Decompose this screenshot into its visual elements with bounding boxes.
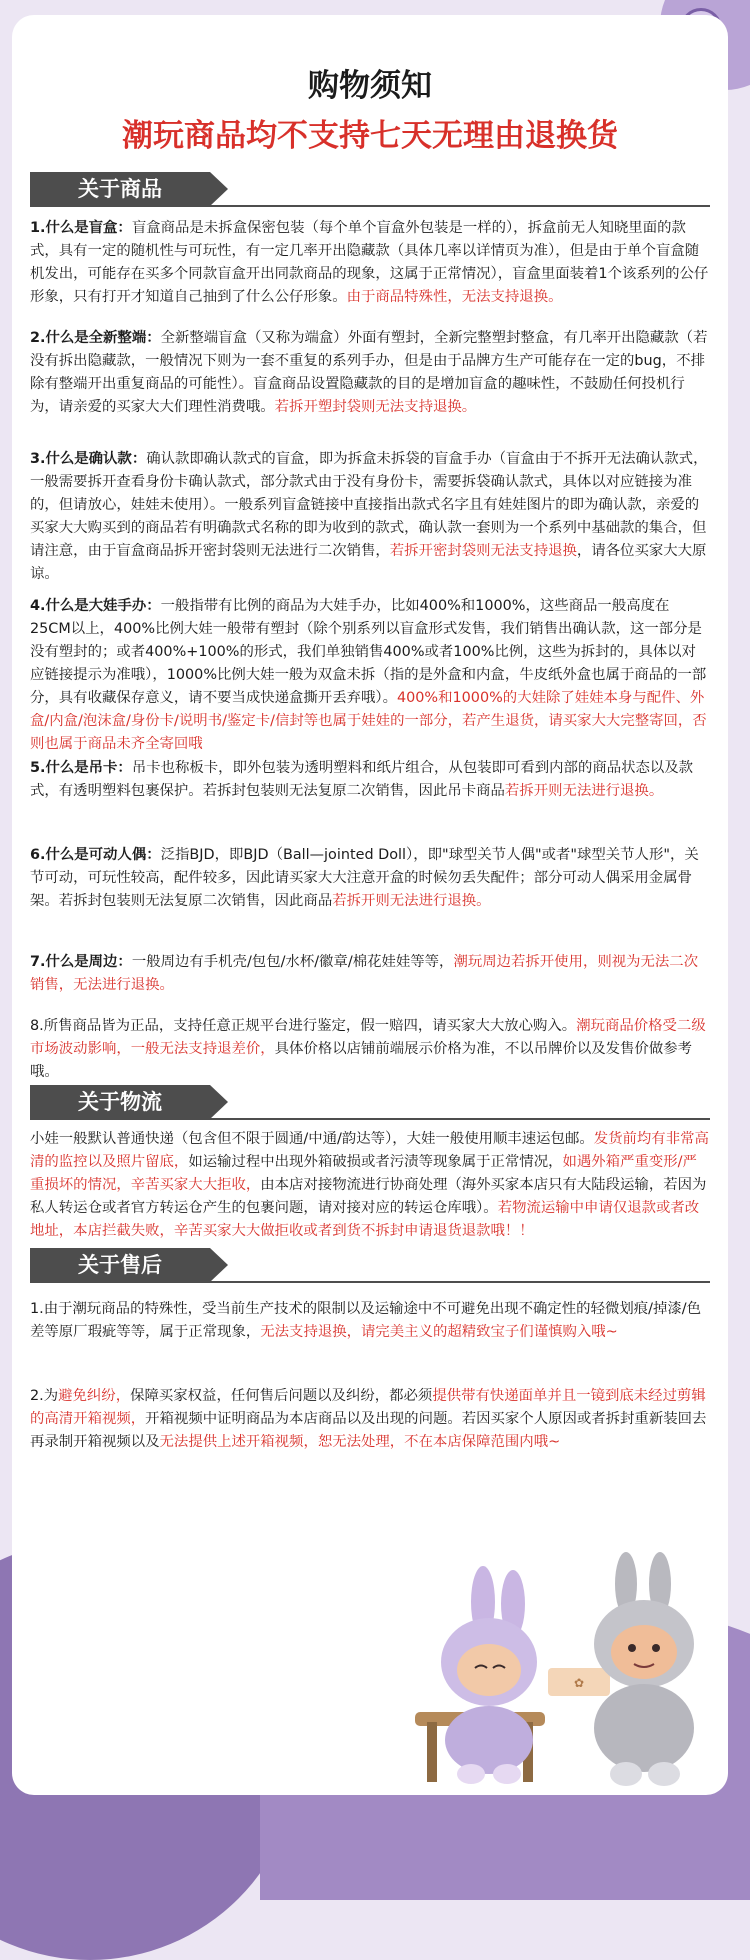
aftersale-item-1 <box>30 1298 710 1344</box>
page-subtitle: 潮玩商品均不支持七天无理由退换货 <box>122 118 618 154</box>
item-body: 吊卡也称板卡，即外包装为透明塑料和纸片组合，从包装即可看到内部的商品状态以及款式，有透明塑料包裹保护。若拆封包装则无法复原二次销售，因此吊卡商品 <box>30 760 694 799</box>
item-warning: 潮玩周边若拆开使用，则视为无法二次销售，无法进行退换。 <box>30 954 699 993</box>
page-title: 购物须知 <box>308 68 432 104</box>
notice-card <box>12 15 728 1795</box>
logistics-text <box>30 1128 710 1243</box>
item-warning: 若拆开则无法进行退换。 <box>332 893 491 909</box>
item-blind-box <box>30 217 710 309</box>
item-heading: 4.什么是大娃手办： <box>30 598 161 614</box>
logistics-warning: 如遇外箱严重变形/严重损坏的情况，辛苦买家大大拒收， <box>30 1154 697 1193</box>
section-divider <box>30 1281 710 1283</box>
item-full-case <box>30 327 710 419</box>
section-divider <box>30 205 710 207</box>
item-warning: 潮玩商品价格受二级市场波动影响，一般无法支持退差价， <box>30 1018 706 1057</box>
item-action-doll <box>30 844 710 913</box>
aftersale-warning: 无法提供上述开箱视频，恕无法处理，不在本店保障范围内哦~ <box>159 1434 561 1450</box>
item-body: 盲盒商品是未拆盒保密包装（每个单个盲盒外包装是一样的），拆盒前无人知晓里面的款式，具有一定的随机性与可玩性，有一定几率开出隐藏款（具体几率以详情页为准），但是由于单个盲盒随机发出，可能存在买多个同款盲盒开出同款商品的现象，这属于正常情况），盲盒里面装着1个该系列的公仔形象，只有打开才知道自己抽到了什么公仔形象。 <box>30 220 709 305</box>
item-authenticity <box>30 1015 710 1084</box>
toy-figure-right <box>540 1548 730 1798</box>
aftersale-warning: 避免纠纷， <box>58 1388 131 1404</box>
section-header-product: 关于商品 <box>30 172 210 206</box>
item-heading: 1.什么是盲盒： <box>30 220 132 236</box>
item-body: 全新整端盲盒（又称为端盒）外面有塑封，全新完整塑封整盒，有几率开出隐藏款（若没有拆出隐藏款，一般情况下则为一套不重复的系列手办，但是由于品牌方生产可能存在一定的bug，不排除有整端开出重复商品的可能性）。盲盒商品设置隐藏款的目的是增加盲盒的趣味性，不鼓励任何投机行为，请亲爱的买家大大们理性消费哦。 <box>30 330 708 415</box>
aftersale-body: 1.由于潮玩商品的特殊性，受当前生产技术的限制以及运输途中不可避免出现不确定性的轻微划痕/掉漆/色差等原厂瑕疵等等，属于正常现象， <box>30 1301 702 1340</box>
logistics-warning: 若物流运输中申请仅退款或者改地址，本店拦截失败，辛苦买家大大做拒收或者到货不拆封申请退货退款哦！！ <box>30 1200 700 1239</box>
logistics-body: 如运输过程中出现外箱破损或者污渍等现象属于正常情况， <box>188 1154 563 1170</box>
aftersale-body: 开箱视频中证明商品为本店商品以及出现的问题。若因买家个人原因或者拆封重新装回去再录制开箱视频以及 <box>30 1411 707 1450</box>
item-heading: 3.什么是确认款： <box>30 451 147 467</box>
item-warning: 若拆开塑封袋则无法支持退换。 <box>274 399 477 415</box>
section-divider <box>30 1118 710 1120</box>
logistics-body: 由本店对接物流进行协商处理（海外买家本店只有大陆段运输，若因为私人转运仓或者官方转运仓产生的包裹问题，请对接对应的转运仓库哦）。 <box>30 1177 707 1216</box>
item-heading: 7.什么是周边： <box>30 954 132 970</box>
item-confirmed-style <box>30 448 710 586</box>
item-warning: 400%和1000%的大娃除了娃娃本身与配件、外盒/内盒/泡沫盒/身份卡/说明书/鉴定卡/信封等也属于娃娃的一部分，若产生退货，请买家大大完整寄回，否则也属于商品未齐全寄回哦 <box>30 690 707 752</box>
item-warning: 若拆开则无法进行退换。 <box>504 783 664 799</box>
svg-text:✿: ✿ <box>573 1676 585 1690</box>
item-hanging-card <box>30 757 710 803</box>
item-body: 8.所售商品皆为正品，支持任意正规平台进行鉴定，假一赔四，请买家大大放心购入。 <box>30 1018 577 1034</box>
item-merchandise <box>30 951 710 997</box>
aftersale-item-2 <box>30 1385 710 1454</box>
item-heading: 5.什么是吊卡： <box>30 760 132 776</box>
item-heading: 6.什么是可动人偶： <box>30 847 161 863</box>
aftersale-warning: 提供带有快递面单并且一镜到底未经过剪辑的高清开箱视频， <box>30 1388 706 1427</box>
item-body: 一般指带有比例的商品为大娃手办，比如400%和1000%，这些商品一般高度在25CM以上，400%比例大娃一般带有塑封（除个别系列以盲盒形式发售，我们销售出确认款，这一部分是没有塑封的；或者400%+100%的形式，我们单独销售400%或者100%比例，这些为拆封的，具体以对应链接提示为准哦），1000%比例大娃一般为双盒未拆（指的是外盒和内盒，牛皮纸外盒也属于商品的一部分，具有收藏保存意义，请不要当成快递盒撕开丢弃哦）。 <box>30 598 707 706</box>
item-body: 确认款即确认款式的盲盒，即为拆盒未拆袋的盲盒手办（盲盒由于不拆开无法确认款式，一般需要拆开查看身份卡确认款式，部分款式由于没有身份卡，需要拆袋确认款式，具体以对应链接为准的，但请放心，娃娃未使用）。一般系列盲盒链接中直接指出款式名字且有娃娃图片的即为确认款，亲爱的买家大大购买到的商品若有明确款式名称的即为收到的款式，确认款一套则为一个系列中基础款的集合，但请注意，由于盲盒商品拆开密封袋则无法进行二次销售， <box>30 451 708 559</box>
item-tail: 具体价格以店铺前端展示价格为准，不以吊牌价以及发售价做参考哦。 <box>30 1041 692 1080</box>
logistics-warning: 发货前均有非常高清的监控以及照片留底， <box>30 1131 709 1170</box>
aftersale-body: 保障买家权益，任何售后问题以及纠纷，都必须 <box>130 1388 433 1404</box>
item-warning: 由于商品特殊性，无法支持退换。 <box>346 289 563 305</box>
item-heading: 2.什么是全新整端： <box>30 330 161 346</box>
aftersale-warning: 无法支持退换，请完美主义的超精致宝子们谨慎购入哦~ <box>260 1324 618 1340</box>
item-large-figure <box>30 595 710 756</box>
item-body: 一般周边有手机壳/包包/水杯/徽章/棉花娃娃等等， <box>131 954 454 970</box>
item-warning: 若拆开密封袋则无法支持退换 <box>389 543 577 559</box>
aftersale-body: 2.为 <box>30 1388 59 1404</box>
logistics-body: 小娃一般默认普通快递（包含但不限于圆通/中通/韵达等），大娃一般使用顺丰速运包邮。 <box>30 1131 594 1147</box>
section-header-logistics: 关于物流 <box>30 1085 210 1119</box>
item-body: 泛指BJD，即BJD（Ball—jointed Doll），即"球型关节人偶"或者"球型关节人形"，关节可动，可玩性较高，配件较多，因此请买家大大注意开盒的时候勿丢失配件；部分可动人偶采用金属骨架。若拆封包装则无法复原二次销售，因此商品 <box>30 847 699 909</box>
section-header-aftersale: 关于售后 <box>30 1248 210 1282</box>
item-tail: ，请各位买家大大原谅。 <box>30 543 707 582</box>
